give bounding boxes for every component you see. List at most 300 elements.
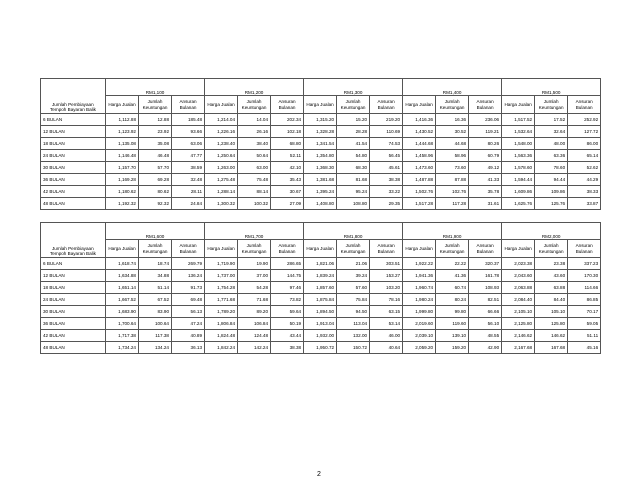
- value-cell: 75.84: [337, 294, 370, 306]
- period-cell: 6 BULAN: [41, 258, 106, 270]
- value-cell: 15.20: [337, 114, 370, 126]
- value-cell: 1,839.24: [304, 270, 337, 282]
- table-row: [41, 162, 601, 174]
- value-cell: 2,039.10: [403, 330, 436, 342]
- value-cell: 87.88: [436, 174, 469, 186]
- value-cell: 1,169.28: [106, 174, 139, 186]
- value-cell: 47.24: [172, 318, 205, 330]
- value-cell: 146.62: [535, 330, 568, 342]
- value-cell: 63.88: [535, 282, 568, 294]
- value-cell: 170.30: [568, 270, 601, 282]
- sub-header: Ansuran Bulanan: [172, 240, 205, 258]
- value-cell: 1,157.70: [106, 162, 139, 174]
- value-cell: 92.32: [139, 198, 172, 210]
- financing-amount-label: Jumlah Pembiayaan: [52, 101, 94, 107]
- value-cell: 1,941.36: [403, 270, 436, 282]
- amount-header: RM1,900: [403, 223, 502, 240]
- value-cell: 1,112.88: [106, 114, 139, 126]
- sub-header: Harga Jualan: [502, 240, 535, 258]
- value-cell: 54.28: [238, 282, 271, 294]
- value-cell: 52.11: [271, 150, 304, 162]
- value-cell: 35.78: [469, 186, 502, 198]
- value-cell: 1,719.90: [205, 258, 238, 270]
- value-cell: 1,444.68: [403, 138, 436, 150]
- value-cell: 127.72: [568, 126, 601, 138]
- value-cell: 80.62: [139, 186, 172, 198]
- value-cell: 41.36: [436, 270, 469, 282]
- value-cell: 48.00: [535, 138, 568, 150]
- value-cell: 16.36: [436, 114, 469, 126]
- period-cell: 12 BULAN: [41, 126, 106, 138]
- sub-header: Ansuran Bulanan: [172, 96, 205, 114]
- value-cell: 2,146.62: [502, 330, 535, 342]
- value-cell: 57.70: [139, 162, 172, 174]
- value-cell: 12.88: [139, 114, 172, 126]
- value-cell: 73.60: [436, 162, 469, 174]
- value-cell: 66.66: [469, 306, 502, 318]
- table-row: [41, 282, 601, 294]
- value-cell: 35.08: [139, 138, 172, 150]
- value-cell: 19.90: [238, 258, 271, 270]
- table-row: [41, 294, 601, 306]
- sub-header: Jumlah Keuntungan: [139, 96, 172, 114]
- header-corner: [41, 79, 106, 114]
- value-cell: 65.14: [568, 150, 601, 162]
- value-cell: 286.65: [271, 258, 304, 270]
- value-cell: 1,180.62: [106, 186, 139, 198]
- value-cell: 30.52: [436, 126, 469, 138]
- financing-table-1: [40, 78, 601, 210]
- value-cell: 153.27: [370, 270, 403, 282]
- value-cell: 108.80: [337, 198, 370, 210]
- value-cell: 185.48: [172, 114, 205, 126]
- value-cell: 17.52: [535, 114, 568, 126]
- value-cell: 1,123.92: [106, 126, 139, 138]
- value-cell: 83.90: [139, 306, 172, 318]
- value-cell: 68.80: [271, 138, 304, 150]
- value-cell: 14.04: [238, 114, 271, 126]
- value-cell: 27.09: [271, 198, 304, 210]
- value-cell: 71.68: [238, 294, 271, 306]
- sub-header: Ansuran Bulanan: [568, 240, 601, 258]
- value-cell: 63.15: [370, 306, 403, 318]
- table-row: [41, 342, 601, 354]
- value-cell: 74.53: [370, 138, 403, 150]
- value-cell: 202.34: [271, 114, 304, 126]
- value-cell: 89.20: [238, 306, 271, 318]
- page-number: 2: [317, 471, 321, 478]
- value-cell: 1,737.00: [205, 270, 238, 282]
- value-cell: 1,135.08: [106, 138, 139, 150]
- value-cell: 40.89: [172, 330, 205, 342]
- value-cell: 132.00: [337, 330, 370, 342]
- value-cell: 2,059.20: [403, 342, 436, 354]
- value-cell: 1,634.88: [106, 270, 139, 282]
- table-row: [41, 258, 601, 270]
- value-cell: 108.93: [469, 282, 502, 294]
- period-cell: 36 BULAN: [41, 174, 106, 186]
- period-cell: 18 BULAN: [41, 138, 106, 150]
- value-cell: 159.20: [436, 342, 469, 354]
- value-cell: 44.68: [436, 138, 469, 150]
- value-cell: 81.68: [337, 174, 370, 186]
- sub-header: Jumlah Keuntungan: [535, 96, 568, 114]
- value-cell: 1,517.52: [502, 114, 535, 126]
- value-cell: 70.17: [568, 306, 601, 318]
- value-cell: 52.62: [568, 162, 601, 174]
- sub-header: Harga Jualan: [304, 96, 337, 114]
- value-cell: 33.87: [568, 198, 601, 210]
- period-cell: 6 BULAN: [41, 114, 106, 126]
- value-cell: 1,192.32: [106, 198, 139, 210]
- value-cell: 54.80: [337, 150, 370, 162]
- value-cell: 49.12: [469, 162, 502, 174]
- sub-header: Harga Jualan: [403, 240, 436, 258]
- value-cell: 63.36: [535, 150, 568, 162]
- value-cell: 50.19: [271, 318, 304, 330]
- value-cell: 1,667.52: [106, 294, 139, 306]
- value-cell: 144.75: [271, 270, 304, 282]
- value-cell: 2,043.60: [502, 270, 535, 282]
- value-cell: 1,263.00: [205, 162, 238, 174]
- table-row: [41, 270, 601, 282]
- value-cell: 124.48: [238, 330, 271, 342]
- table-row: [41, 138, 601, 150]
- value-cell: 1,578.60: [502, 162, 535, 174]
- value-cell: 1,771.68: [205, 294, 238, 306]
- value-cell: 105.10: [535, 306, 568, 318]
- value-cell: 102.18: [271, 126, 304, 138]
- value-cell: 1,950.72: [304, 342, 337, 354]
- sub-header: Harga Jualan: [106, 96, 139, 114]
- value-cell: 2,019.60: [403, 318, 436, 330]
- value-cell: 109.86: [535, 186, 568, 198]
- value-cell: 63.06: [172, 138, 205, 150]
- value-cell: 18.74: [139, 258, 172, 270]
- value-cell: 1,532.64: [502, 126, 535, 138]
- sub-header: Ansuran Bulanan: [469, 96, 502, 114]
- value-cell: 94.44: [535, 174, 568, 186]
- value-cell: 113.04: [337, 318, 370, 330]
- sub-header: Ansuran Bulanan: [370, 240, 403, 258]
- sub-header: Jumlah Keuntungan: [139, 240, 172, 258]
- table-row: [41, 198, 601, 210]
- sub-header: Harga Jualan: [106, 240, 139, 258]
- period-cell: 42 BULAN: [41, 330, 106, 342]
- value-cell: 84.40: [535, 294, 568, 306]
- value-cell: 1,473.60: [403, 162, 436, 174]
- value-cell: 1,517.28: [403, 198, 436, 210]
- value-cell: 1,609.86: [502, 186, 535, 198]
- value-cell: 32.64: [535, 126, 568, 138]
- value-cell: 100.32: [238, 198, 271, 210]
- value-cell: 1,502.76: [403, 186, 436, 198]
- value-cell: 37.00: [238, 270, 271, 282]
- value-cell: 28.28: [337, 126, 370, 138]
- value-cell: 117.28: [436, 198, 469, 210]
- value-cell: 167.68: [535, 342, 568, 354]
- value-cell: 1,651.14: [106, 282, 139, 294]
- value-cell: 94.50: [337, 306, 370, 318]
- value-cell: 1,408.80: [304, 198, 337, 210]
- value-cell: 161.78: [469, 270, 502, 282]
- value-cell: 42.10: [271, 162, 304, 174]
- value-cell: 59.05: [568, 318, 601, 330]
- value-cell: 43.44: [271, 330, 304, 342]
- value-cell: 32.48: [172, 174, 205, 186]
- value-cell: 1,368.30: [304, 162, 337, 174]
- period-cell: 12 BULAN: [41, 270, 106, 282]
- period-cell: 42 BULAN: [41, 186, 106, 198]
- value-cell: 150.72: [337, 342, 370, 354]
- value-cell: 26.16: [238, 126, 271, 138]
- value-cell: 29.35: [370, 198, 403, 210]
- value-cell: 57.60: [337, 282, 370, 294]
- value-cell: 303.51: [370, 258, 403, 270]
- value-cell: 38.38: [271, 342, 304, 354]
- value-cell: 2,023.38: [502, 258, 535, 270]
- value-cell: 134.24: [139, 342, 172, 354]
- value-cell: 95.24: [337, 186, 370, 198]
- value-cell: 73.82: [271, 294, 304, 306]
- repayment-period-label: Tempoh Bayaran Balik: [50, 250, 96, 256]
- sub-header: Ansuran Bulanan: [271, 240, 304, 258]
- sub-header: Harga Jualan: [304, 240, 337, 258]
- value-cell: 2,167.68: [502, 342, 535, 354]
- value-cell: 1,487.88: [403, 174, 436, 186]
- value-cell: 41.33: [469, 174, 502, 186]
- value-cell: 1,754.28: [205, 282, 238, 294]
- value-cell: 1,430.52: [403, 126, 436, 138]
- value-cell: 43.60: [535, 270, 568, 282]
- value-cell: 50.64: [238, 150, 271, 162]
- value-cell: 1,250.64: [205, 150, 238, 162]
- value-cell: 60.74: [436, 282, 469, 294]
- value-cell: 51.14: [139, 282, 172, 294]
- value-cell: 35.43: [271, 174, 304, 186]
- value-cell: 117.38: [139, 330, 172, 342]
- value-cell: 80.24: [436, 294, 469, 306]
- value-cell: 56.10: [469, 318, 502, 330]
- value-cell: 34.88: [139, 270, 172, 282]
- value-cell: 1,999.80: [403, 306, 436, 318]
- value-cell: 30.67: [271, 186, 304, 198]
- financing-table-2: [40, 222, 601, 354]
- sub-header: Jumlah Keuntungan: [436, 240, 469, 258]
- sub-header: Harga Jualan: [502, 96, 535, 114]
- value-cell: 1,824.48: [205, 330, 238, 342]
- value-cell: 119.21: [469, 126, 502, 138]
- value-cell: 114.66: [568, 282, 601, 294]
- value-cell: 236.06: [469, 114, 502, 126]
- amount-header: RM1,500: [502, 79, 601, 96]
- value-cell: 1,458.96: [403, 150, 436, 162]
- value-cell: 1,226.16: [205, 126, 238, 138]
- value-cell: 22.22: [436, 258, 469, 270]
- financing-amount-label: Jumlah Pembiayaan: [52, 245, 94, 251]
- value-cell: 68.30: [337, 162, 370, 174]
- value-cell: 1,238.40: [205, 138, 238, 150]
- sub-header: Ansuran Bulanan: [271, 96, 304, 114]
- value-cell: 1,315.20: [304, 114, 337, 126]
- value-cell: 1,341.54: [304, 138, 337, 150]
- value-cell: 44.29: [568, 174, 601, 186]
- repayment-period-label: Tempoh Bayaran Balik: [50, 106, 96, 112]
- sub-header: Ansuran Bulanan: [370, 96, 403, 114]
- value-cell: 1,789.20: [205, 306, 238, 318]
- sub-header: Jumlah Keuntungan: [238, 96, 271, 114]
- value-cell: 46.48: [139, 150, 172, 162]
- value-cell: 23.92: [139, 126, 172, 138]
- amount-header: RM1,700: [205, 223, 304, 240]
- value-cell: 24.84: [172, 198, 205, 210]
- value-cell: 110.69: [370, 126, 403, 138]
- value-cell: 103.20: [370, 282, 403, 294]
- value-cell: 38.59: [172, 162, 205, 174]
- value-cell: 47.77: [172, 150, 205, 162]
- value-cell: 97.46: [271, 282, 304, 294]
- value-cell: 1,960.74: [403, 282, 436, 294]
- value-cell: 45.61: [370, 162, 403, 174]
- value-cell: 53.14: [370, 318, 403, 330]
- period-cell: 48 BULAN: [41, 342, 106, 354]
- value-cell: 1,214.04: [205, 114, 238, 126]
- value-cell: 51.11: [568, 330, 601, 342]
- value-cell: 1,894.50: [304, 306, 337, 318]
- value-cell: 42.90: [469, 342, 502, 354]
- value-cell: 45.16: [568, 342, 601, 354]
- value-cell: 38.33: [568, 186, 601, 198]
- value-cell: 1,618.74: [106, 258, 139, 270]
- table-row: [41, 174, 601, 186]
- value-cell: 119.60: [436, 318, 469, 330]
- value-cell: 31.61: [469, 198, 502, 210]
- value-cell: 1,980.24: [403, 294, 436, 306]
- table-row: [41, 330, 601, 342]
- sub-header: Ansuran Bulanan: [469, 240, 502, 258]
- value-cell: 1,875.84: [304, 294, 337, 306]
- table-row: [41, 318, 601, 330]
- value-cell: 125.76: [535, 198, 568, 210]
- value-cell: 1,717.38: [106, 330, 139, 342]
- value-cell: 38.40: [238, 138, 271, 150]
- amount-header: RM1,400: [403, 79, 502, 96]
- value-cell: 88.14: [238, 186, 271, 198]
- value-cell: 80.26: [469, 138, 502, 150]
- sub-header: Jumlah Keuntungan: [337, 240, 370, 258]
- value-cell: 1,683.90: [106, 306, 139, 318]
- value-cell: 69.48: [172, 294, 205, 306]
- header-corner: [41, 223, 106, 258]
- sub-header: Jumlah Keuntungan: [535, 240, 568, 258]
- value-cell: 1,625.76: [502, 198, 535, 210]
- value-cell: 337.23: [568, 258, 601, 270]
- value-cell: 67.52: [139, 294, 172, 306]
- value-cell: 1,563.36: [502, 150, 535, 162]
- sub-header: Harga Jualan: [403, 96, 436, 114]
- value-cell: 33.22: [370, 186, 403, 198]
- period-cell: 36 BULAN: [41, 318, 106, 330]
- value-cell: 1,700.64: [106, 318, 139, 330]
- value-cell: 1,932.00: [304, 330, 337, 342]
- value-cell: 78.16: [370, 294, 403, 306]
- sub-header: Jumlah Keuntungan: [238, 240, 271, 258]
- value-cell: 252.92: [568, 114, 601, 126]
- value-cell: 21.06: [337, 258, 370, 270]
- amount-header: RM1,200: [205, 79, 304, 96]
- value-cell: 38.38: [370, 174, 403, 186]
- value-cell: 320.37: [469, 258, 502, 270]
- value-cell: 86.00: [568, 138, 601, 150]
- value-cell: 1,821.06: [304, 258, 337, 270]
- value-cell: 91.73: [172, 282, 205, 294]
- value-cell: 99.80: [436, 306, 469, 318]
- value-cell: 1,288.14: [205, 186, 238, 198]
- value-cell: 39.24: [337, 270, 370, 282]
- value-cell: 2,084.40: [502, 294, 535, 306]
- value-cell: 46.00: [370, 330, 403, 342]
- value-cell: 58.96: [436, 150, 469, 162]
- value-cell: 23.38: [535, 258, 568, 270]
- value-cell: 1,842.24: [205, 342, 238, 354]
- value-cell: 125.80: [535, 318, 568, 330]
- value-cell: 100.64: [139, 318, 172, 330]
- sub-header: Harga Jualan: [205, 240, 238, 258]
- value-cell: 93.66: [172, 126, 205, 138]
- value-cell: 2,125.80: [502, 318, 535, 330]
- value-cell: 1,381.68: [304, 174, 337, 186]
- value-cell: 1,354.80: [304, 150, 337, 162]
- sub-header: Jumlah Keuntungan: [436, 96, 469, 114]
- value-cell: 1,146.48: [106, 150, 139, 162]
- value-cell: 56.13: [172, 306, 205, 318]
- value-cell: 1,594.44: [502, 174, 535, 186]
- value-cell: 40.64: [370, 342, 403, 354]
- value-cell: 1,913.04: [304, 318, 337, 330]
- table-row: [41, 114, 601, 126]
- amount-header: RM2,000: [502, 223, 601, 240]
- table-row: [41, 186, 601, 198]
- amount-header: RM1,600: [106, 223, 205, 240]
- period-cell: 48 BULAN: [41, 198, 106, 210]
- amount-header: RM1,300: [304, 79, 403, 96]
- value-cell: 1,328.28: [304, 126, 337, 138]
- value-cell: 1,806.84: [205, 318, 238, 330]
- value-cell: 269.79: [172, 258, 205, 270]
- value-cell: 56.45: [370, 150, 403, 162]
- value-cell: 219.20: [370, 114, 403, 126]
- value-cell: 1,275.48: [205, 174, 238, 186]
- amount-header: RM1,800: [304, 223, 403, 240]
- value-cell: 41.54: [337, 138, 370, 150]
- value-cell: 78.60: [535, 162, 568, 174]
- value-cell: 82.51: [469, 294, 502, 306]
- value-cell: 75.48: [238, 174, 271, 186]
- period-cell: 18 BULAN: [41, 282, 106, 294]
- period-cell: 24 BULAN: [41, 150, 106, 162]
- value-cell: 48.55: [469, 330, 502, 342]
- value-cell: 36.13: [172, 342, 205, 354]
- table-row: [41, 150, 601, 162]
- amount-header: RM1,100: [106, 79, 205, 96]
- value-cell: 1,416.36: [403, 114, 436, 126]
- value-cell: 139.10: [436, 330, 469, 342]
- table-row: [41, 306, 601, 318]
- value-cell: 86.85: [568, 294, 601, 306]
- table-row: [41, 126, 601, 138]
- period-cell: 30 BULAN: [41, 306, 106, 318]
- value-cell: 2,105.10: [502, 306, 535, 318]
